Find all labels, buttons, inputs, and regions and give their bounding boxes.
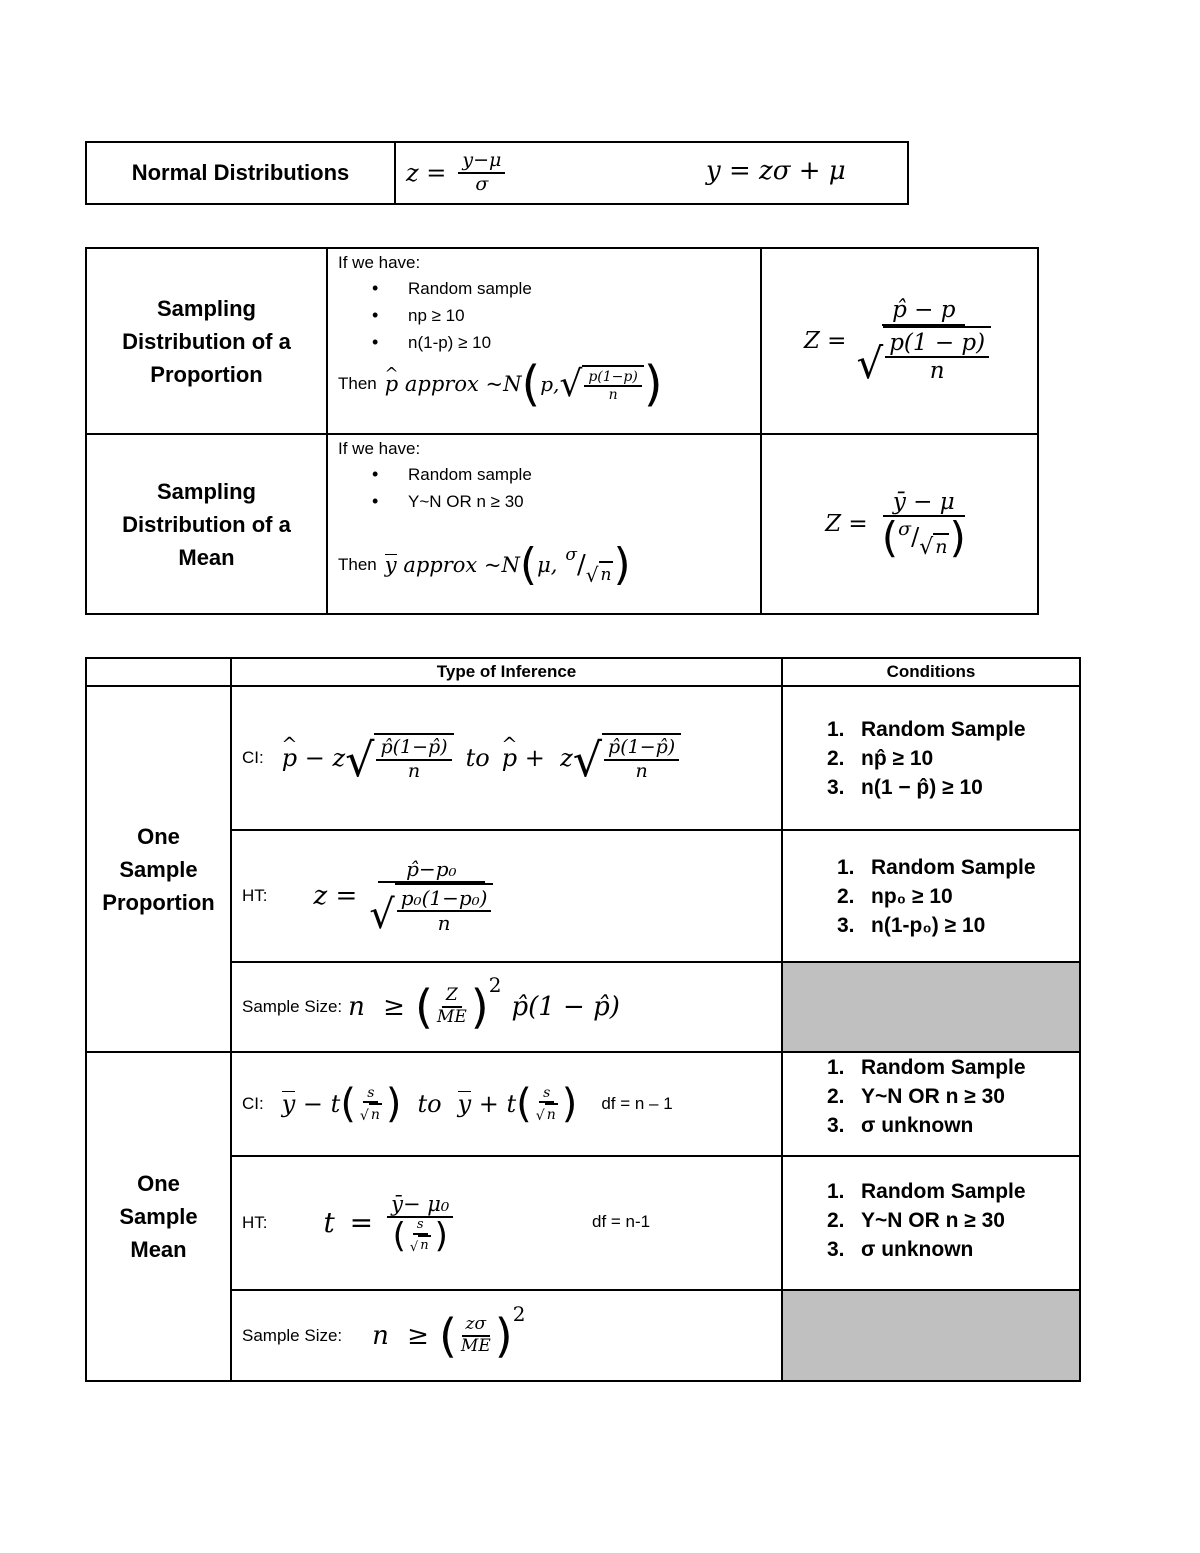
mean-ss-numerator: zσ [462,1315,491,1337]
mean-approx-n: n [599,561,614,585]
proportion-ci-se-numerator-2: p̂(1−p̂) [604,737,679,761]
proportion-approx-text: approx ~N [404,372,522,396]
condition-item: 1. Random Sample [827,717,1026,741]
mean-ht-lhs: t = [323,1206,374,1240]
mean-ci-s: s [363,1085,378,1103]
sampling-proportion-title: Sampling Distribution of a Proportion [122,295,291,387]
condition-item: 2. Y~N OR n ≥ 30 [827,1209,1005,1232]
mean-ci-cell: CI: y − t ( s √ n ) to y + t ( s √ n ) df = n – 1 [231,1052,782,1156]
proportion-se-numerator: p(1−p) [584,369,642,387]
sampling-proportion-title-cell [86,248,327,434]
proportion-bullet: • n(1-p) ≥ 10 [408,329,750,356]
sampling-mean-conditions-cell: If we have: • Random sample • Y~N OR n ≥ 30 Then y approx ~N ( μ, σ / √ n ) [327,434,761,614]
proportion-ht-conditions-cell [782,830,1080,962]
proportion-ht-label: HT: [242,886,268,905]
sampling-proportion-z-cell: Z = p̂ − p √ $\frac{p(1 - p)}{n}$ [761,248,1038,434]
condition-item: 3. σ unknown [827,1238,974,1261]
inference-header-conditions: Conditions [782,658,1080,686]
proportion-ss-label: Sample Size: [242,997,343,1016]
mean-ci-label: CI: [242,1094,264,1113]
mean-ci-to: to [417,1090,442,1118]
proportion-ss-exponent: 2 [488,973,502,997]
inference-header-type: Type of Inference [231,658,782,686]
mean-approx-sigma: σ [565,545,577,565]
proportion-intro: If we have: [338,253,421,272]
condition-item: 3. σ unknown [827,1114,974,1137]
mean-ss-denominator: ME [460,1335,491,1356]
proportion-z-numerator: p̂ − p [882,297,965,325]
mean-ht-s: s [413,1218,428,1235]
proportion-ci-to: to [465,744,490,772]
mean-bullet: • Y~N OR n ≥ 30 [408,488,750,515]
y-from-z-formula: y = zσ + μ [706,156,846,186]
proportion-z-lhs: Z = [803,328,847,354]
mean-ht-label: HT: [242,1212,268,1232]
mean-ci-n: n [369,1103,382,1123]
proportion-ci-conditions-cell [782,686,1080,830]
normal-title: Normal Distributions [131,160,350,185]
mean-ht-conditions [827,1177,1079,1264]
condition-item: 2. Y~N OR n ≥ 30 [827,1085,1005,1108]
mean-ht-numerator: ȳ− μ₀ [387,1192,453,1218]
condition-item: 2. np̂ ≥ 10 [827,746,934,770]
proportion-ci-se-numerator: p̂(1−p̂) [376,737,451,761]
mean-ss-exponent: 2 [512,1301,526,1326]
mean-z-n: n [933,533,949,559]
proportion-ci-label: CI: [242,748,264,767]
mean-ci-n-2: n [545,1103,558,1123]
sampling-distributions-table [85,247,1039,615]
proportion-z-rad-denominator: n [929,358,945,385]
z-score-lhs: z = [406,159,447,187]
mean-ht-df: df = n-1 [592,1212,651,1231]
condition-item: 3. n(1 − p̂) ≥ 10 [827,775,983,799]
proportion-ss-tail: p̂(1 − p̂) [511,992,620,1022]
mean-approx-text: approx ~N [403,553,520,577]
one-sample-proportion-label-cell [86,686,231,1052]
mean-ht-cell: HT: t = ȳ− μ₀ ( s √ n ) df = n-1 [231,1156,782,1290]
mean-sample-size-conditions-blank [782,1290,1080,1381]
mean-z-numerator: ȳ − μ [883,489,965,517]
mean-bullet: • Random sample [408,461,750,488]
sampling-mean-z-cell: Z = ȳ − μ ( σ / √ n ) [761,434,1038,614]
mean-bullet-list [338,461,750,515]
mean-ss-label: Sample Size: [242,1325,343,1345]
mean-approx-mu: μ, [537,553,558,577]
one-sample-mean-label: One Sample Mean [119,1171,198,1262]
mean-ci-df: df = n – 1 [601,1094,673,1113]
condition-item: 3. n(1-p₀) ≥ 10 [837,913,986,937]
proportion-sample-size-cell: Sample Size: n ≥ ( $\frac{Z}{ME}$ ) 2 p̂(1 − p̂) [231,962,782,1052]
proportion-ci-se-denominator-2: n [635,760,648,782]
proportion-bullet-list [338,275,750,356]
y-bar-symbol: y [384,553,397,577]
condition-item: 1. Random Sample [837,855,1036,879]
mean-z-sigma: σ [898,518,912,541]
mean-ci-conditions [827,1053,1079,1140]
normal-formula-cell [395,142,908,204]
normal-title-cell [86,142,395,204]
mean-ht-conditions-cell [782,1156,1080,1290]
normal-distributions-table [85,141,909,205]
mean-ci-s-2: s [539,1085,554,1103]
proportion-ss-numerator: Z [442,986,462,1008]
mean-ht-n: n [418,1235,430,1254]
proportion-ci-se-denominator: n [407,760,421,782]
proportion-bullet: • np ≥ 10 [408,302,750,329]
proportion-se-denominator: n [608,387,618,403]
z-score-denominator: σ [475,173,489,195]
sampling-mean-title: Sampling Distribution of a Mean [122,478,291,570]
proportion-ht-numerator: p̂−p₀ [378,858,484,883]
one-sample-proportion-label: One Sample Proportion [102,823,215,915]
mean-z-lhs: Z = [825,511,868,537]
proportion-ht-lhs: z = [313,881,358,911]
condition-item: 2. np₀ ≥ 10 [837,884,953,908]
proportion-then: Then [338,374,377,393]
proportion-ht-rad-denominator: n [437,910,451,935]
z-score-numerator: y−μ [458,150,505,174]
proportion-z-rad-numerator: p(1 − p) [885,330,989,358]
sampling-mean-title-cell [86,434,327,614]
p-hat-symbol: p ^ [385,372,398,396]
inference-header-blank [86,658,231,686]
mean-ci-conditions-cell [782,1052,1080,1156]
condition-item: 1. Random Sample [827,1056,1026,1079]
mean-intro: If we have: [338,439,421,458]
proportion-ss-denominator: ME [436,1007,467,1027]
mean-then: Then [338,555,377,574]
proportion-sample-size-conditions-blank [782,962,1080,1052]
proportion-bullet: • Random sample [408,275,750,302]
proportion-approx-p: p, [540,372,560,396]
proportion-ht-conditions [837,853,1079,940]
inference-table [85,657,1081,1382]
one-sample-mean-label-cell [86,1052,231,1381]
proportion-ht-cell: HT: z = p̂−p₀ √ $\frac{\text{p₀(1−p₀)}}{n}$ [231,830,782,962]
proportion-ci-cell: CI: p ^ − z √ $\frac{p̂(1-p̂)}{n}$ to p ^ + z √ $\frac{p̂(1-p̂)}{n}$ [231,686,782,830]
mean-ss-lhs: n ≥ [372,1320,429,1351]
mean-sample-size-cell: Sample Size: n ≥ ( $\frac{z\sigma}{ME}$ ) 2 [231,1290,782,1381]
proportion-ci-conditions [827,715,1079,802]
sampling-proportion-conditions-cell: If we have: • Random sample • np ≥ 10 • n(1-p) ≥ 10 Then p ^ approx ~N ( p, √ $\frac{p(1-p)}{n}$ ) [327,248,761,434]
proportion-ht-rad-numerator: p₀(1−p₀) [397,887,492,912]
proportion-ss-lhs: n ≥ [348,992,405,1022]
condition-item: 1. Random Sample [827,1180,1026,1203]
